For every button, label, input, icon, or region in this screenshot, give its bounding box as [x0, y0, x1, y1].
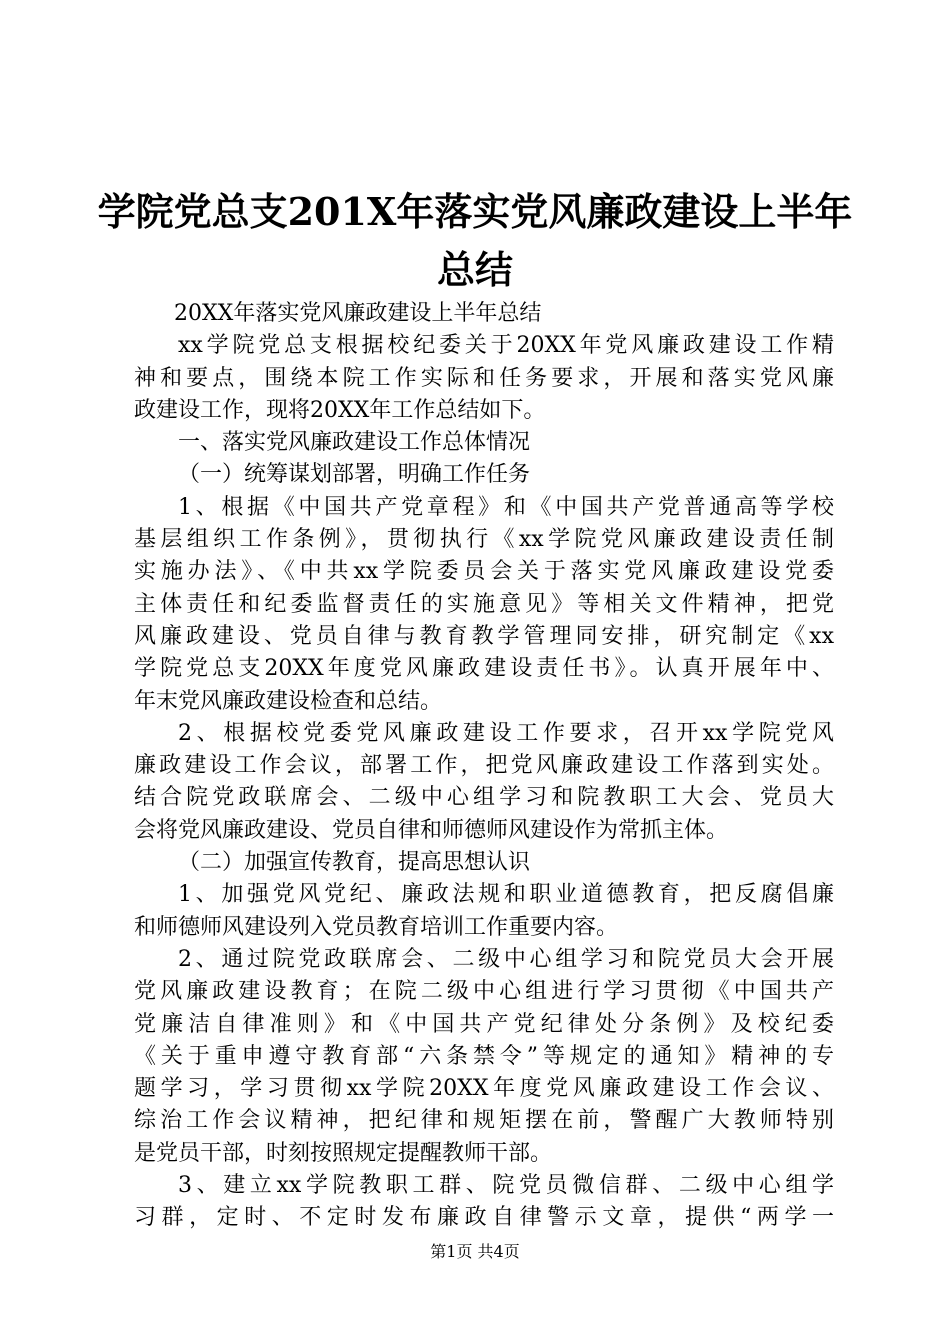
page-footer: 第1页 共4页	[430, 1242, 520, 1261]
document-title-line-1: 学院党总支201X年落实党风廉政建设上半年	[97, 189, 853, 234]
body-line: 结合院党政联席会、二级中心组学习和院教职工大会、党员大	[134, 785, 834, 811]
body-line: 《关于重申遵守教育部“六条禁令”等规定的通知》精神的专	[134, 1043, 834, 1069]
body-line: 政建设工作，现将20XX年工作总结如下。	[134, 397, 546, 423]
body-line: 20XX年落实党风廉政建设上半年总结	[174, 301, 542, 326]
body-line: 实施办法》、《中共xx学院委员会关于落实党风廉政建设党委	[134, 559, 834, 585]
body-line: 党风廉政建设教育；在院二级中心组进行学习贯彻《中国共产	[134, 979, 834, 1005]
body-line: 基层组织工作条例》，贯彻执行《xx学院党风廉政建设责任制	[134, 527, 834, 553]
body-line: 廉政建设工作会议，部署工作，把党风廉政建设工作落到实处。	[134, 753, 834, 779]
body-line: 会将党风廉政建设、党员自律和师德师风建设作为常抓主体。	[134, 817, 729, 843]
body-line: 学院党总支20XX年度党风廉政建设责任书》。认真开展年中、	[134, 656, 834, 682]
subsection-heading: （一）统筹谋划部署，明确工作任务	[178, 462, 531, 488]
body-line: 2、通过院党政联席会、二级中心组学习和院党员大会开展	[178, 946, 834, 972]
document-body	[134, 298, 834, 1235]
body-line: 1、根据《中国共产党章程》和《中国共产党普通高等学校	[178, 494, 834, 520]
body-line: 综治工作会议精神，把纪律和规矩摆在前，警醒广大教师特别	[134, 1108, 834, 1134]
body-line: 和师德师风建设列入党员教育培训工作重要内容。	[134, 914, 619, 940]
body-line: xx学院党总支根据校纪委关于20XX年党风廉政建设工作精	[178, 333, 834, 359]
body-line: 习群，定时、不定时发布廉政自律警示文章，提供“两学一	[134, 1205, 834, 1231]
body-line: 是党员干部，时刻按照规定提醒教师干部。	[134, 1140, 553, 1166]
body-line: 风廉政建设、党员自律与教育教学管理同安排，研究制定《xx	[134, 623, 834, 649]
subsection-heading: （二）加强宣传教育，提高思想认识	[178, 850, 531, 876]
section-heading: 一、落实党风廉政建设工作总体情况	[178, 430, 531, 456]
document-title-line-2: 总结	[436, 247, 513, 292]
body-line: 题学习，学习贯彻xx学院20XX年度党风廉政建设工作会议、	[134, 1076, 834, 1102]
body-line: 主体责任和纪委监督责任的实施意见》等相关文件精神，把党	[134, 591, 834, 617]
body-line: 1、加强党风党纪、廉政法规和职业道德教育，把反腐倡廉	[178, 882, 834, 908]
body-line: 神和要点，围绕本院工作实际和任务要求，开展和落实党风廉	[134, 365, 834, 391]
body-line: 党廉洁自律准则》和《中国共产党纪律处分条例》及校纪委	[134, 1011, 834, 1037]
body-line: 3、建立xx学院教职工群、院党员微信群、二级中心组学	[178, 1173, 834, 1199]
body-line: 年末党风廉政建设检查和总结。	[134, 688, 443, 714]
body-line: 2、根据校党委党风廉政建设工作要求，召开xx学院党风	[178, 720, 834, 746]
